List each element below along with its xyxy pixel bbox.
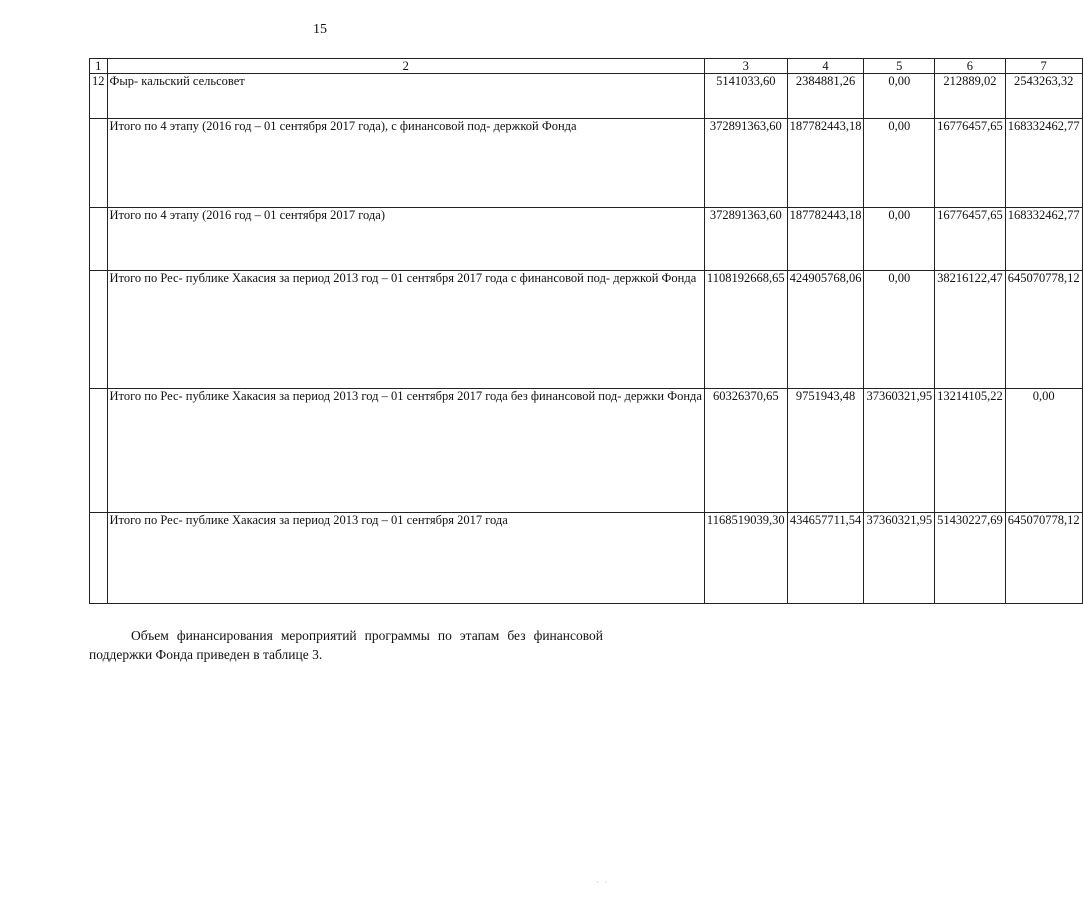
cell-value: 212889,02	[935, 74, 1006, 119]
page-number: 15	[313, 22, 327, 37]
cell-value: 2384881,26	[787, 74, 864, 119]
cell-value: 9751943,48	[787, 389, 864, 513]
cell-value: 0,00	[864, 208, 935, 271]
column-header: 2	[107, 59, 704, 74]
cell-value: 16776457,65	[935, 119, 1006, 208]
cell-value: 168332462,77	[1005, 208, 1082, 271]
column-header: 4	[787, 59, 864, 74]
cell-value: 51430227,69	[935, 513, 1006, 604]
table-row	[90, 208, 1083, 271]
cell-value: 38216122,47	[935, 271, 1006, 389]
row-label: Фыр- кальский сельсовет	[107, 74, 704, 119]
cell-value: 16776457,65	[935, 208, 1006, 271]
row-label: Итого по 4 этапу (2016 год – 01 сентября 2017 года), с финансовой под- держкой Фонда	[107, 119, 704, 208]
cell-value: 424905768,06	[787, 271, 864, 389]
scan-mark: · ·	[596, 878, 610, 887]
column-header: 7	[1005, 59, 1082, 74]
table-row	[90, 119, 1083, 208]
cell-value: 168332462,77	[1005, 119, 1082, 208]
cell-value: 0,00	[864, 119, 935, 208]
cell-value: 5141033,60	[704, 74, 787, 119]
body-paragraph: Объем финансирования мероприятий программы по этапам без финансовой поддержки Фонда приведен в таблице 3.	[89, 628, 603, 662]
row-label: Итого по Рес- публике Хакасия за период 2013 год – 01 сентября 2017 года без финансовой под- держки Фонда	[107, 389, 704, 513]
row-index	[90, 271, 108, 389]
cell-value: 187782443,18	[787, 208, 864, 271]
cell-value: 1108192668,65	[704, 271, 787, 389]
table-row	[90, 513, 1083, 604]
table-row	[90, 389, 1083, 513]
cell-value: 372891363,60	[704, 208, 787, 271]
cell-value: 372891363,60	[704, 119, 787, 208]
cell-value: 0,00	[864, 271, 935, 389]
cell-value: 1168519039,30	[704, 513, 787, 604]
cell-value: 0,00	[864, 74, 935, 119]
table-header-row	[90, 59, 1083, 74]
row-index	[90, 119, 108, 208]
table-row	[90, 74, 1083, 119]
cell-value: 434657711,54	[787, 513, 864, 604]
column-header: 3	[704, 59, 787, 74]
cell-value: 645070778,12	[1005, 271, 1082, 389]
financing-table	[89, 58, 1083, 604]
row-index	[90, 513, 108, 604]
cell-value: 187782443,18	[787, 119, 864, 208]
column-header: 6	[935, 59, 1006, 74]
table-row	[90, 271, 1083, 389]
row-index	[90, 208, 108, 271]
column-header: 1	[90, 59, 108, 74]
column-header: 5	[864, 59, 935, 74]
cell-value: 13214105,22	[935, 389, 1006, 513]
row-index	[90, 389, 108, 513]
row-index: 12	[90, 74, 108, 119]
cell-value: 2543263,32	[1005, 74, 1082, 119]
row-label: Итого по 4 этапу (2016 год – 01 сентября 2017 года)	[107, 208, 704, 271]
cell-value: 645070778,12	[1005, 513, 1082, 604]
cell-value: 37360321,95	[864, 513, 935, 604]
row-label: Итого по Рес- публике Хакасия за период 2013 год – 01 сентября 2017 года с финансовой под- держкой Фонда	[107, 271, 704, 389]
cell-value: 0,00	[1005, 389, 1082, 513]
cell-value: 60326370,65	[704, 389, 787, 513]
cell-value: 37360321,95	[864, 389, 935, 513]
row-label: Итого по Рес- публике Хакасия за период 2013 год – 01 сентября 2017 года	[107, 513, 704, 604]
